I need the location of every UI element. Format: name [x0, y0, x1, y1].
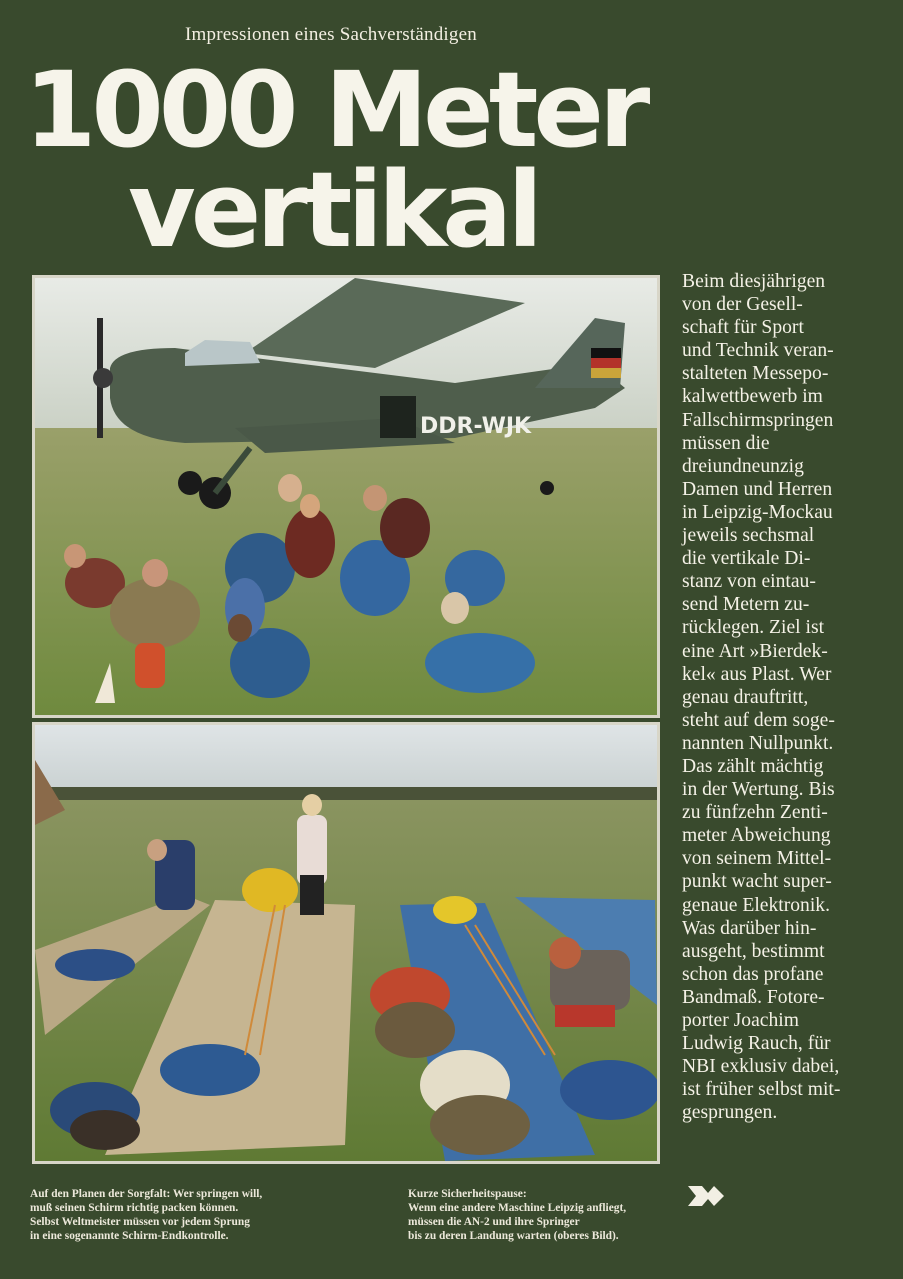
body-line: Damen und Herren — [682, 478, 833, 500]
body-line: Ludwig Rauch, für — [682, 1033, 831, 1055]
body-line: send Metern zu- — [682, 594, 810, 616]
body-line: stanz von eintau- — [682, 571, 816, 593]
body-line: von seinem Mittel- — [682, 848, 832, 870]
kicker-line: Impressionen eines Sachverständigen — [185, 24, 477, 45]
caption-line: Auf den Planen der Sorgfalt: Wer springen will, — [30, 1188, 263, 1200]
body-line: NBI exklusiv dabei, — [682, 1056, 840, 1078]
body-line: genau drauftritt, — [682, 686, 809, 708]
caption-line: Wenn eine andere Maschine Leipzig anfliegt, — [408, 1202, 627, 1214]
caption-right — [408, 1187, 626, 1243]
body-line: Das zählt mächtig — [682, 755, 824, 777]
body-line: rücklegen. Ziel ist — [682, 617, 825, 639]
body-line: ist früher selbst mit- — [682, 1079, 841, 1101]
body-line: schaft für Sport — [682, 317, 804, 339]
body-line: schon das profane — [682, 963, 824, 985]
body-line: genaue Elektronik. — [682, 894, 830, 916]
body-line: und Technik veran- — [682, 340, 834, 362]
body-line: Bandmaß. Fotore- — [682, 986, 825, 1008]
body-line: zu fünfzehn Zenti- — [682, 802, 828, 824]
headline-line-1: 1000 Meter — [24, 49, 646, 171]
packing-photo-illustration — [35, 725, 657, 1161]
photo-aircraft-parachutists — [32, 275, 660, 718]
body-line: stalteten Messepo- — [682, 363, 829, 385]
caption-line: bis zu deren Landung warten (oberes Bild). — [408, 1230, 619, 1242]
caption-line: müssen die AN-2 und ihre Springer — [408, 1216, 580, 1228]
body-line: steht auf dem soge- — [682, 709, 835, 731]
caption-line: in eine sogenannte Schirm-Endkontrolle. — [30, 1230, 229, 1242]
body-line: eine Art »Bierdek- — [682, 640, 828, 662]
body-line: kel« aus Plast. Wer — [682, 663, 832, 685]
body-line: die vertikale Di- — [682, 548, 811, 570]
body-line: müssen die — [682, 432, 770, 454]
body-line: ausgeht, bestimmt — [682, 940, 825, 962]
body-line: porter Joachim — [682, 1010, 799, 1031]
photo-parachute-packing — [32, 722, 660, 1164]
body-line: punkt wacht super- — [682, 871, 832, 893]
body-line: meter Abweichung — [682, 825, 831, 847]
headline — [24, 49, 646, 271]
headline-line-2: vertikal — [128, 149, 538, 271]
article-body — [682, 270, 892, 1124]
caption-line: Selbst Weltmeister müssen vor jedem Sprung — [30, 1216, 250, 1228]
aircraft-registration: DDR-WJK — [420, 414, 532, 439]
caption-line: Kurze Sicherheitspause: — [408, 1188, 527, 1200]
aircraft-photo-illustration — [35, 278, 657, 715]
body-line: von der Gesell- — [682, 294, 803, 316]
body-line: Fallschirmspringen — [682, 409, 834, 431]
body-line: kalwettbewerb im — [682, 386, 823, 408]
body-line: Beim diesjährigen — [682, 271, 826, 292]
body-line: Was darüber hin- — [682, 917, 817, 939]
body-line: nannten Nullpunkt. — [682, 732, 834, 754]
body-line: in Leipzig-Mockau — [682, 501, 833, 523]
body-line: gesprungen. — [682, 1102, 778, 1124]
arrow-end-mark-icon — [688, 1183, 724, 1209]
body-line: jeweils sechsmal — [682, 525, 815, 547]
caption-left — [30, 1187, 262, 1243]
caption-line: muß seinen Schirm richtig packen können. — [30, 1202, 239, 1214]
body-line: dreiundneunzig — [682, 455, 804, 477]
body-line: in der Wertung. Bis — [682, 779, 835, 801]
